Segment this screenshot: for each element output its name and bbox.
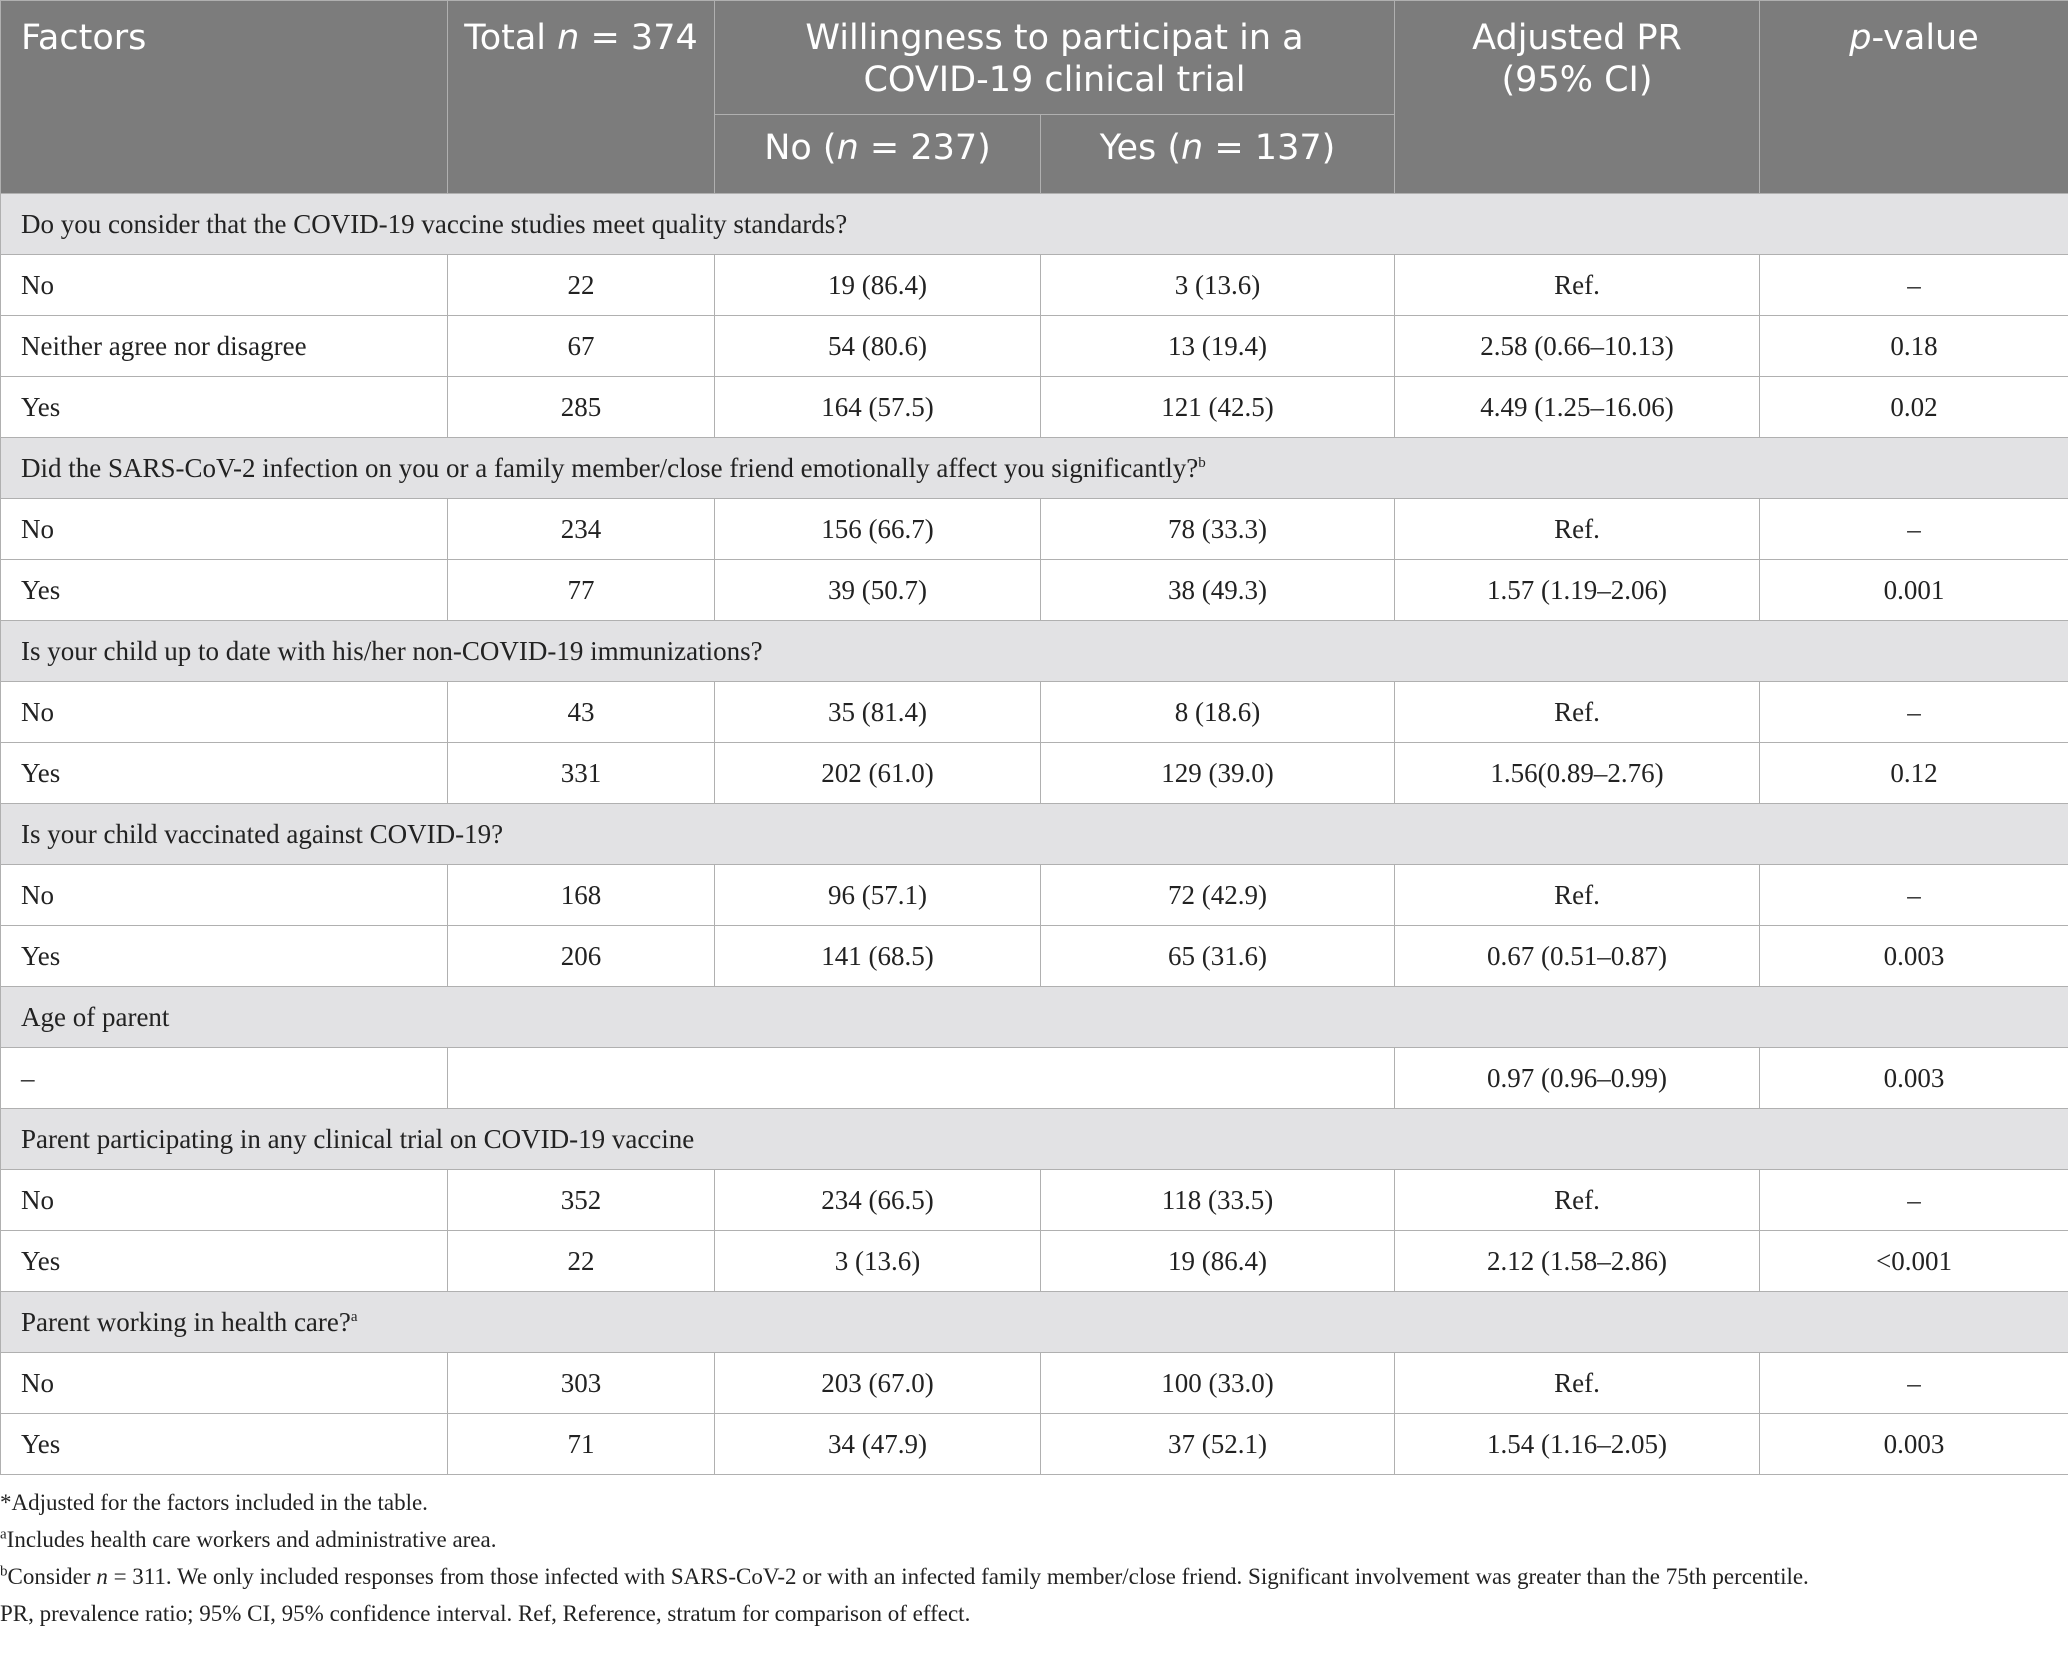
header-willingness: Willingness to participat in a COVID-19 clinical trial <box>715 1 1395 115</box>
table-row: No 22 19 (86.4) 3 (13.6) Ref. – <box>1 255 2068 316</box>
footnote-a: $^a$Includes health care workers and administrative area. <box>0 1526 497 1552</box>
footnote-abbreviations: PR, prevalence ratio; 95% CI, 95% confidence interval. Ref, Reference, stratum for comparison of effect. <box>0 1601 971 1626</box>
section-row: Parent participating in any clinical trial on COVID-19 vaccine <box>1 1109 2068 1170</box>
table-row: Yes 22 3 (13.6) 19 (86.4) 2.12 (1.58–2.86) <0.001 <box>1 1231 2068 1292</box>
header-yes: Yes (n = 137) <box>1041 115 1395 194</box>
section-row: Is your child vaccinated against COVID-19? <box>1 804 2068 865</box>
table-row: No 303 203 (67.0) 100 (33.0) Ref. – <box>1 1353 2068 1414</box>
table-row: No 234 156 (66.7) 78 (33.3) Ref. – <box>1 499 2068 560</box>
table-row: Yes 71 34 (47.9) 37 (52.1) 1.54 (1.16–2.05) 0.003 <box>1 1414 2068 1475</box>
header-adjusted-pr: Adjusted PR (95% CI) <box>1395 1 1760 194</box>
footnote-b: $^b$Consider n = 311. We only included responses from those infected with SARS-CoV-2 or with an infected family member/close friend. Significant involvement was greater than the 75th percentile. <box>0 1563 1809 1589</box>
section-row: Parent working in health care?$^a$ <box>1 1292 2068 1353</box>
header-total: Total n = 374 <box>448 1 715 194</box>
table-row: No 168 96 (57.1) 72 (42.9) Ref. – <box>1 865 2068 926</box>
section-row: Is your child up to date with his/her non-COVID-19 immunizations? <box>1 621 2068 682</box>
header-p-value: p-value <box>1760 1 2068 194</box>
footnotes <box>0 1484 2040 1632</box>
section-row: Did the SARS-CoV-2 infection on you or a family member/close friend emotionally affect you significantly?$^b$ <box>1 438 2068 499</box>
table-row: Yes 206 141 (68.5) 65 (31.6) 0.67 (0.51–0.87) 0.003 <box>1 926 2068 987</box>
header-no: No (n = 237) <box>715 115 1041 194</box>
section-row: Do you consider that the COVID-19 vaccine studies meet quality standards? <box>1 194 2068 255</box>
table-row: No 352 234 (66.5) 118 (33.5) Ref. – <box>1 1170 2068 1231</box>
table-row: No 43 35 (81.4) 8 (18.6) Ref. – <box>1 682 2068 743</box>
header-factors: Factors <box>1 1 448 194</box>
section-row: Age of parent <box>1 987 2068 1048</box>
table-row: Yes 285 164 (57.5) 121 (42.5) 4.49 (1.25–16.06) 0.02 <box>1 377 2068 438</box>
table-row: Yes 77 39 (50.7) 38 (49.3) 1.57 (1.19–2.06) 0.001 <box>1 560 2068 621</box>
table-row: Yes 331 202 (61.0) 129 (39.0) 1.56(0.89–2.76) 0.12 <box>1 743 2068 804</box>
footnote-adjusted: *Adjusted for the factors included in the table. <box>0 1490 428 1515</box>
table-row: – 0.97 (0.96–0.99) 0.003 <box>1 1048 2068 1109</box>
table-row: Neither agree nor disagree 67 54 (80.6) 13 (19.4) 2.58 (0.66–10.13) 0.18 <box>1 316 2068 377</box>
